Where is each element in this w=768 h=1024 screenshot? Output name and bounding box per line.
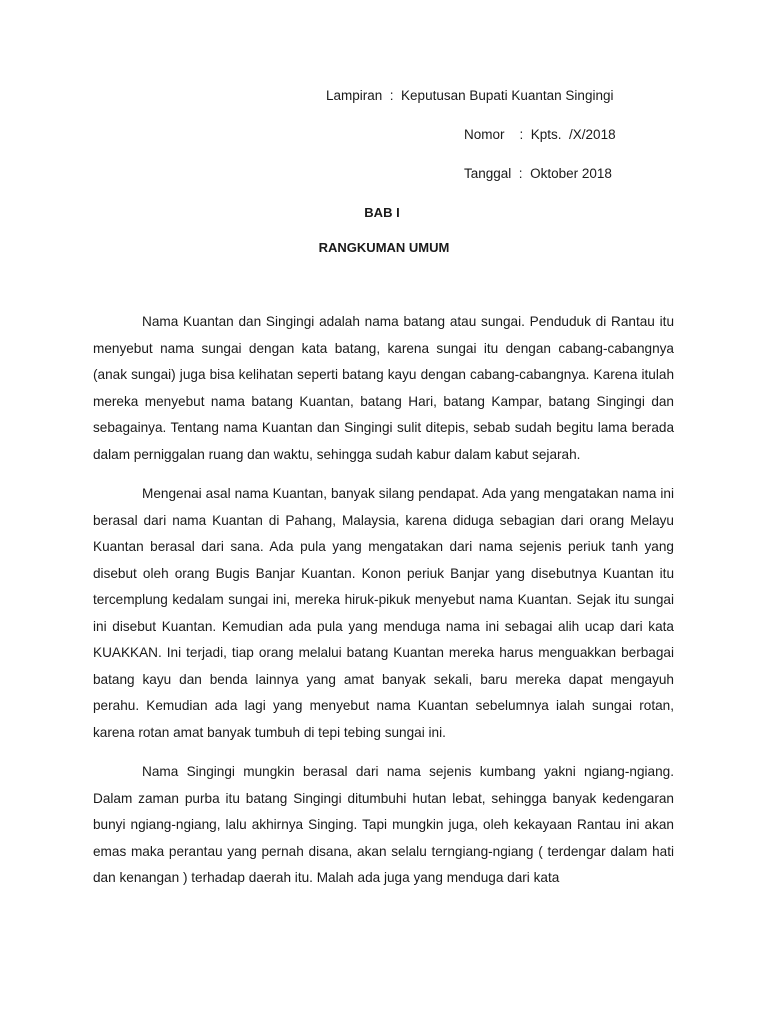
nomor-label: Nomor (464, 127, 505, 142)
lampiran-value: Keputusan Bupati Kuantan Singingi (401, 88, 614, 103)
header-lampiran: Lampiran : Keputusan Bupati Kuantan Singingi (326, 88, 614, 103)
paragraph-1: Nama Kuantan dan Singingi adalah nama batang atau sungai. Penduduk di Rantau itu menyebut nama sungai dengan kata batang, karena sungai itu dengan cabang-cabangnya (anak sungai) juga bisa kelihatan seperti batang kayu dengan cabang-cabangnya. Karena itulah mereka menyebut nama batang Kuantan, batang Hari, batang Kampar, batang Singingi dan sebagainya. Tentang nama Kuantan dan Singingi sulit ditepis, sebab sudah begitu lama berada dalam perniggalan ruang dan waktu, sehingga sudah kabur dalam kabut sejarah. (93, 314, 674, 462)
paragraph-2: Mengenai asal nama Kuantan, banyak silang pendapat. Ada yang mengatakan nama ini berasal dari nama Kuantan di Pahang, Malaysia, karena diduga sebagian dari orang Melayu Kuantan berasal dari sana. Ada pula yang mengatakan dari nama sejenis periuk tanh yang disebut oleh orang Bugis Banjar Kuantan. Konon periuk Banjar yang disebutnya Kuantan itu tercemplung kedalam sungai ini, mereka hiruk-pikuk menyebut nama Kuantan. Sejak itu sungai ini disebut Kuantan. Kemudian ada pula yang menduga nama ini sebagai alih ucap dari kata KUAKKAN. Ini terjadi, tiap orang melalui batang Kuantan mereka harus menguakkan berbagai batang kayu dan benda lainnya yang amat banyak sekali, baru mereka dapat mengayuh perahu. Kemudian ada lagi yang menyebut nama Kuantan sebelumnya ialah sungai rotan, karena rotan amat banyak tumbuh di tepi tebing sungai ini. (93, 486, 674, 740)
chapter-number: BAB I (364, 205, 400, 220)
header-tanggal: Tanggal : Oktober 2018 (464, 166, 612, 181)
header-nomor: Nomor : Kpts. /X/2018 (464, 127, 616, 142)
lampiran-label: Lampiran (326, 88, 383, 103)
paragraph-3: Nama Singingi mungkin berasal dari nama sejenis kumbang yakni ngiang-ngiang. Dalam zaman purba itu batang Singingi ditumbuhi hutan lebat, sehingga banyak kedengaran bunyi ngiang-ngiang, lalu akhirnya Singing. Tapi mungkin juga, oleh kekayaan Rantau ini akan emas maka perantau yang pernah disana, akan selalu terngiang-ngiang ( terdengar dalam hati dan kenangan ) terhadap daerah itu. Malah ada juga yang menduga dari kata (93, 764, 674, 885)
nomor-value: Kpts. /X/2018 (530, 127, 616, 142)
tanggal-label: Tanggal (464, 166, 512, 181)
document-body (93, 309, 674, 905)
tanggal-value: Oktober 2018 (530, 166, 612, 181)
chapter-title: RANGKUMAN UMUM (318, 240, 450, 255)
